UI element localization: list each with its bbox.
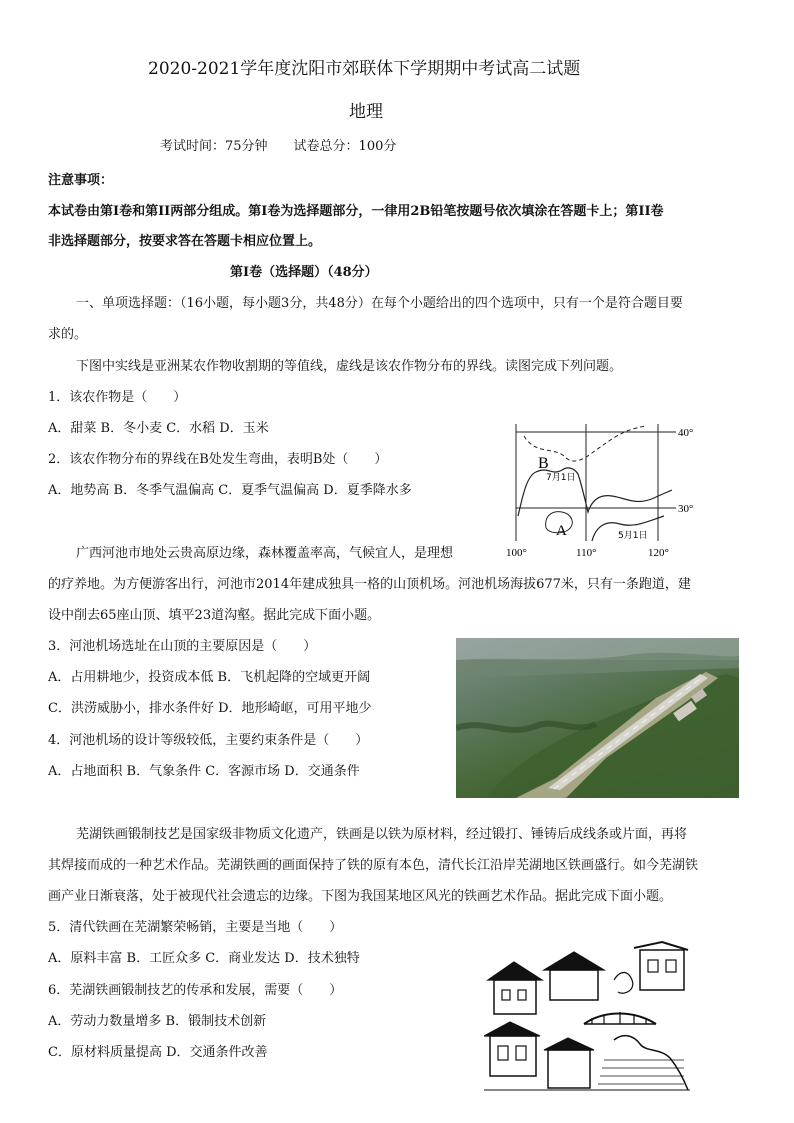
map-grid [516,424,676,541]
lon-label-100: 100° [506,547,527,559]
hechi-airport-photo [456,638,739,798]
question-5: 5．清代铁画在芜湖繁荣畅销，主要是当地（ ） [48,920,343,935]
question-6-options-1: A．劳动力数量增多 B．锻制技术创新 [48,1014,267,1029]
question-5-options: A．原料丰富 B．工匠众多 C．商业发达 D．技术独特 [48,951,360,966]
group2-intro-line-2: 的疗养地。为方便游客出行，河池市2014年建成独具一格的山顶机场。河池机场海拔677米，只有一条跑道，建 [48,577,691,592]
question-4: 4．河池机场的设计等级较低，主要约束条件是（ ） [48,733,369,748]
question-2-options: A．地势高 B．冬季气温偏高 C．夏季气温偏高 D．夏季降水多 [48,483,412,498]
group2-intro-line-3: 设中削去65座山顶、填平23道沟壑。据此完成下面小题。 [48,608,381,623]
lon-label-110: 110° [576,547,597,559]
notice-line-1: 本试卷由第Ⅰ卷和第II两部分组成。第Ⅰ卷为选择题部分，一律用2B铅笔按题号依次填涂在答题卡上；第II卷 [48,204,664,219]
subject-title: 地理 [349,102,383,122]
notice-heading: 注意事项： [48,173,114,188]
exam-info: 考试时间：75分钟 试卷总分：100分 [160,139,397,154]
question-1-options: A．甜菜 B．冬小麦 C．水稻 D．玉米 [48,421,269,436]
crop-isoline-map [496,416,714,564]
question-3: 3．河池机场选址在山顶的主要原因是（ ） [48,639,317,654]
group3-intro-line-2: 其焊接而成的一种艺术作品。芜湖铁画的画面保持了铁的原有本色，清代长江沿岸芜湖地区铁画盛行。如今芜湖铁 [48,858,699,873]
question-2: 2．该农作物分布的界线在B处发生弯曲，表明B处（ ） [48,452,388,467]
airport-photo-illustration [456,638,739,798]
isoline-july-1 [518,468,672,516]
section-instruction-line-2: 求的。 [48,327,88,342]
map-label-july: 7月1日 [546,473,576,483]
exam-title: 2020-2021学年度沈阳市郊联体下学期期中考试高二试题 [148,59,581,79]
map-label-b: B [538,455,549,472]
question-6-options-2: C．原材料质量提高 D．交通条件改善 [48,1045,268,1060]
section-instruction-line-1: 一、单项选择题：（16小题，每小题3分，共48分）在每个小题给出的四个选项中，只有一个是符合题目要 [76,296,683,311]
lat-label-40: 40° [678,427,694,439]
group3-intro-line-1: 芜湖铁画锻制技艺是国家级非物质文化遗产，铁画是以铁为原材料，经过锻打、锤铸后成线条或片面，再将 [76,827,688,842]
group1-intro: 下图中实线是亚洲某农作物收割期的等值线，虚线是该农作物分布的界线。读图完成下列问题。 [76,359,623,374]
question-3-options-2: C．洪涝威胁小，排水条件好 D．地形崎岖，可用平地少 [48,701,372,716]
lon-label-120: 120° [648,547,669,559]
question-1: 1．该农作物是（ ） [48,390,187,405]
question-3-options-1: A．占用耕地少，投资成本低 B．飞机起降的空域更开阔 [48,670,371,685]
question-4-options: A．占地面积 B．气象条件 C．客源市场 D．交通条件 [48,764,360,779]
iron-painting-artwork [484,940,690,1096]
question-6: 6．芜湖铁画锻制技艺的传承和发展，需要（ ） [48,983,343,998]
group2-intro-line-1: 广西河池市地处云贵高原边缘，森林覆盖率高，气候宜人，是理想 [76,546,454,561]
map-label-may: 5月1日 [618,531,648,541]
map-label-a: A [556,523,567,539]
group3-intro-line-3: 画产业日渐衰落，处于被现代社会遗忘的边缘。下图为我国某地区风光的铁画艺术作品。据此完成下面小题。 [48,889,673,904]
lat-label-30: 30° [678,503,694,515]
section-heading: 第Ⅰ卷（选择题）（48分） [230,265,378,280]
notice-line-2: 非选择题部分，按要求答在答题卡相应位置上。 [48,234,322,249]
